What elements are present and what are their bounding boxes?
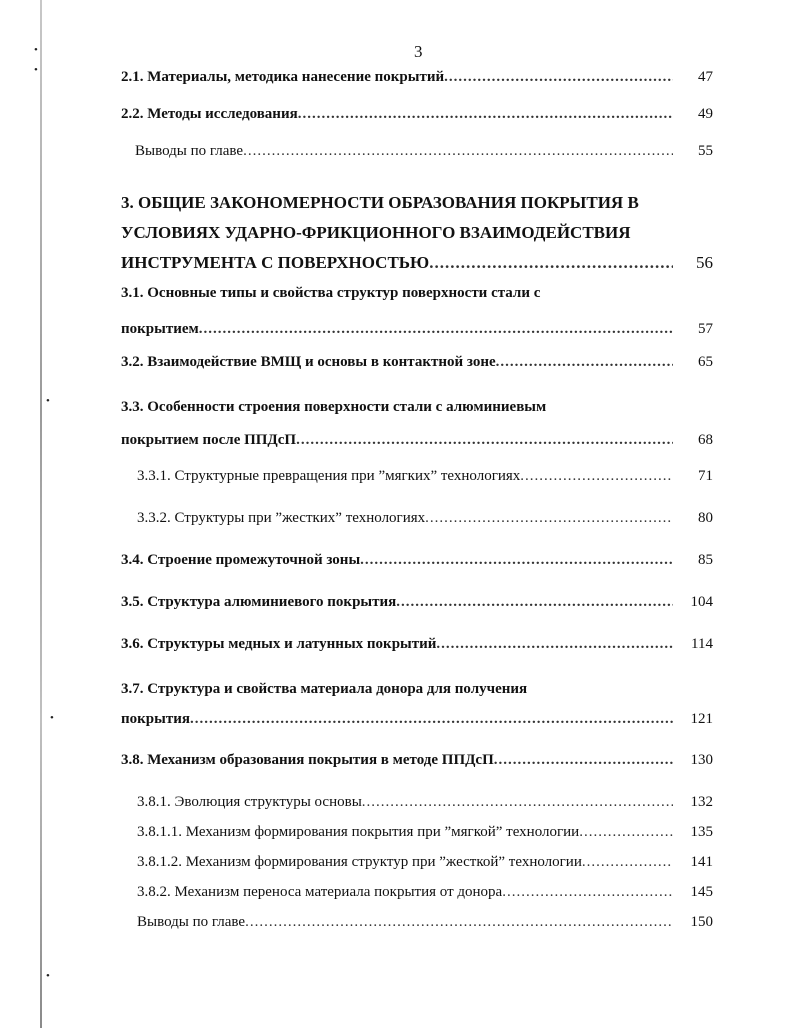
toc-entry-page: 114 bbox=[691, 636, 713, 652]
toc-entry-title: 3.6. Структуры медных и латунных покрытий bbox=[121, 636, 437, 652]
toc-entry-page: 145 bbox=[690, 884, 713, 900]
toc-leader-dots bbox=[425, 510, 673, 527]
toc-leader-dots bbox=[296, 431, 673, 449]
toc-entry-3-2[interactable] bbox=[121, 354, 713, 371]
toc-leader-dots bbox=[362, 794, 673, 811]
toc-entry-title: 2.1. Материалы, методика нанесение покрытий bbox=[121, 69, 445, 85]
toc-entry-chapter3-conclusions[interactable] bbox=[137, 914, 713, 931]
toc-entry-title-line: УСЛОВИЯХ УДАРНО-ФРИКЦИОННОГО ВЗАИМОДЕЙСТВИЯ bbox=[121, 223, 631, 242]
toc-leader-dots bbox=[243, 143, 673, 160]
page-number: 3 bbox=[414, 42, 423, 61]
toc-leader-dots bbox=[190, 710, 673, 728]
toc-entry-title-line: 3.7. Структура и свойства материала донора для получения bbox=[121, 681, 528, 697]
binding-mark: • bbox=[34, 44, 38, 56]
toc-entry-3-8-2[interactable] bbox=[137, 884, 713, 901]
toc-entry-3-4[interactable] bbox=[121, 552, 713, 569]
toc-entry-page: 68 bbox=[698, 432, 713, 448]
toc-entry-page: 71 bbox=[698, 468, 713, 484]
toc-entry-page: 85 bbox=[698, 552, 713, 568]
toc-leader-dots bbox=[520, 468, 673, 485]
toc-leader-dots bbox=[582, 854, 673, 871]
toc-entry-title: 2.2. Методы исследования bbox=[121, 106, 298, 122]
toc-entry-3-3-2[interactable] bbox=[137, 510, 713, 527]
toc-leader-dots bbox=[502, 884, 673, 901]
toc-entry-page: 80 bbox=[698, 510, 713, 526]
toc-entry-3-6[interactable] bbox=[121, 636, 713, 653]
toc-entry-title: Выводы по главе bbox=[135, 143, 244, 159]
toc-entry-3-7[interactable] bbox=[121, 680, 713, 728]
toc-entry-title: 3.8.1. Эволюция структуры основы bbox=[137, 794, 362, 810]
toc-entry-title: 3.8.2. Механизм переноса материала покрытия от донора bbox=[137, 884, 503, 900]
toc-entry-3-8[interactable] bbox=[121, 752, 713, 769]
toc-leader-dots bbox=[579, 824, 673, 841]
toc-entry-3-1[interactable] bbox=[121, 284, 713, 338]
toc-entry-page: 141 bbox=[690, 854, 713, 870]
toc-entry-page: 55 bbox=[698, 143, 713, 159]
toc-entry-title: 3.4. Строение промежуточной зоны bbox=[121, 552, 361, 568]
toc-entry-3-5[interactable] bbox=[121, 594, 713, 611]
toc-entry-title-line: 3.3. Особенности строения поверхности стали с алюминиевым bbox=[121, 399, 547, 415]
toc-entry-chapter-3[interactable] bbox=[121, 188, 713, 278]
toc-entry-title-line: покрытием после ППДсП bbox=[121, 432, 297, 448]
toc-entry-title-line: покрытия bbox=[121, 711, 190, 727]
toc-entry-page: 49 bbox=[698, 106, 713, 122]
toc-leader-dots bbox=[199, 320, 673, 338]
toc-entry-3-3[interactable] bbox=[121, 398, 713, 449]
toc-entry-3-8-1-2[interactable] bbox=[137, 854, 713, 871]
toc-leader-dots bbox=[436, 636, 673, 653]
toc-entry-page: 135 bbox=[690, 824, 713, 840]
toc-entry-3-3-1[interactable] bbox=[137, 468, 713, 485]
toc-entry-title: 3.2. Взаимодействие ВМЩ и основы в контактной зоне bbox=[121, 354, 496, 370]
toc-entry-title-line: ИНСТРУМЕНТА С ПОВЕРХНОСТЬЮ bbox=[121, 253, 430, 272]
toc-entry-page: 150 bbox=[690, 914, 713, 930]
toc-leader-dots bbox=[245, 914, 673, 931]
toc-entry-title: 3.3.1. Структурные превращения при ”мягких” технологиях bbox=[137, 468, 521, 484]
toc-leader-dots bbox=[496, 354, 673, 371]
toc-leader-dots bbox=[396, 594, 673, 611]
toc-entry-page: 132 bbox=[690, 794, 713, 810]
toc-entry-page: 56 bbox=[696, 253, 713, 272]
toc-entry-title: Выводы по главе bbox=[137, 914, 246, 930]
toc-entry-2-1[interactable] bbox=[121, 69, 713, 86]
binding-mark: • bbox=[46, 395, 50, 407]
toc-entry-page: 47 bbox=[698, 69, 713, 85]
toc-leader-dots bbox=[444, 69, 673, 86]
toc-entry-title: 3.8.1.1. Механизм формирования покрытия при ”мягкой” технологии bbox=[137, 824, 580, 840]
binding-mark: • bbox=[50, 712, 54, 724]
toc-entry-3-8-1-1[interactable] bbox=[137, 824, 713, 841]
binding-edge bbox=[40, 0, 42, 1028]
toc-leader-dots bbox=[360, 552, 673, 569]
binding-mark: • bbox=[46, 970, 50, 982]
toc-entry-page: 130 bbox=[690, 752, 713, 768]
toc-leader-dots bbox=[494, 752, 673, 769]
binding-mark: • bbox=[34, 64, 38, 76]
toc-leader-dots bbox=[429, 248, 673, 278]
toc-entry-title: 3.8. Механизм образования покрытия в методе ППДсП bbox=[121, 752, 494, 768]
toc-entry-title-line: 3.1. Основные типы и свойства структур поверхности стали с bbox=[121, 285, 541, 301]
toc-entry-title: 3.5. Структура алюминиевого покрытия bbox=[121, 594, 397, 610]
toc-entry-page: 121 bbox=[690, 711, 713, 727]
toc-entry-2-2[interactable] bbox=[121, 106, 713, 123]
toc-entry-title: 3.3.2. Структуры при ”жестких” технологиях bbox=[137, 510, 426, 526]
toc-entry-title: 3.8.1.2. Механизм формирования структур при ”жесткой” технологии bbox=[137, 854, 582, 870]
toc-entry-page: 65 bbox=[698, 354, 713, 370]
toc-entry-chapter2-conclusions[interactable] bbox=[135, 143, 713, 160]
toc-entry-title-line: покрытием bbox=[121, 321, 199, 337]
toc-leader-dots bbox=[298, 106, 673, 123]
toc-entry-page: 104 bbox=[690, 594, 713, 610]
toc-entry-title-line: 3. ОБЩИЕ ЗАКОНОМЕРНОСТИ ОБРАЗОВАНИЯ ПОКРЫТИЯ В bbox=[121, 193, 639, 212]
toc-entry-page: 57 bbox=[698, 321, 713, 337]
toc-entry-3-8-1[interactable] bbox=[137, 794, 713, 811]
